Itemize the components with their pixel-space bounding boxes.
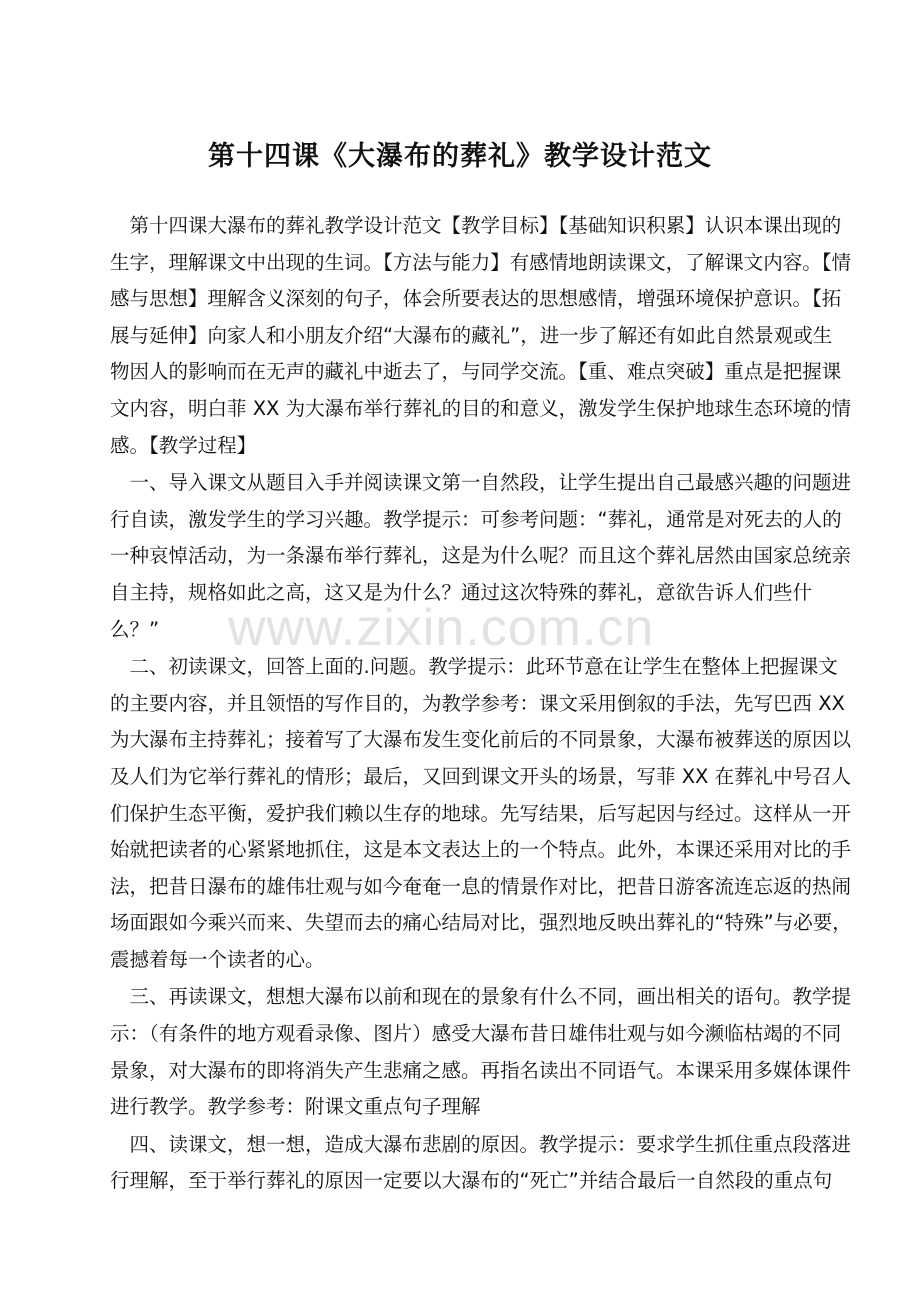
paragraph xyxy=(110,979,852,1125)
text-line: 示：（有条件的地方观看录像、图片）感受大瀑布昔日雄伟壮观与如今濒临枯竭的不同 xyxy=(110,1022,842,1046)
text-line: 震撼着每一个读者的心。 xyxy=(110,947,325,971)
text-line: 法，把昔日瀑布的雄伟壮观与如今奄奄一息的情景作对比，把昔日游客流连忘返的热闹 xyxy=(110,874,852,898)
paragraph xyxy=(110,208,852,464)
text-line: 行自读，激发学生的学习兴趣。教学提示：可参考问题：“葬礼，通常是对死去的人的 xyxy=(110,507,842,531)
text-line: 感与思想】理解含义深刻的句子，体会所要表达的思想感情，增强环境保护意识。【拓 xyxy=(110,287,842,311)
document-title: 第十四课《大瀑布的葬礼》教学设计范文 xyxy=(208,141,712,173)
text-line: 为大瀑布主持葬礼；接着写了大瀑布发生变化前后的不同景象，大瀑布被葬送的原因以 xyxy=(110,728,852,752)
text-line: 文内容，明白菲 XX 为大瀑布举行葬礼的目的和意义，激发学生保护地球生态环境的情 xyxy=(110,396,852,420)
paragraph xyxy=(110,1127,852,1200)
text-line: 第十四课大瀑布的葬礼教学设计范文【教学目标】【基础知识积累】认识本课出现的 xyxy=(110,214,842,237)
text-line: 感。【教学过程】 xyxy=(110,433,257,457)
text-line: 么？” xyxy=(110,617,160,641)
text-line: 自主持，规格如此之高，这又是为什么？通过这次特殊的葬礼，意欲告诉人们些什 xyxy=(110,580,813,604)
text-line: 场面跟如今乘兴而来、失望而去的痛心结局对比，强烈地反映出葬礼的“特殊”与必要， xyxy=(110,911,852,935)
text-line: 一、导入课文从题目入手并阅读课文第一自然段，让学生提出自己最感兴趣的问题进 xyxy=(110,471,852,495)
text-line: 的主要内容，并且领悟的写作目的，为教学参考：课文采用倒叙的手法，先写巴西 XX xyxy=(110,691,845,715)
text-line: 二、初读课文，回答上面的.问题。教学提示：此环节意在让学生在整体上把握课文 xyxy=(110,655,838,679)
text-line: 进行教学。教学参考：附课文重点句子理解 xyxy=(110,1095,481,1119)
text-line: 一种哀悼活动，为一条瀑布举行葬礼，这是为什么呢？而且这个葬礼居然由国家总统亲 xyxy=(110,544,852,568)
document-body xyxy=(110,208,852,1201)
text-line: 行理解，至于举行葬礼的原因一定要以大瀑布的“死亡”并结合最后一自然段的重点句 xyxy=(110,1169,833,1193)
text-line: 始就把读者的心紧紧地抓住，这是本文表达上的一个特点。此外，本课还采用对比的手 xyxy=(110,838,852,862)
paragraph xyxy=(110,465,852,648)
text-line: 及人们为它举行葬礼的情形；最后，又回到课文开头的场景，写菲 XX 在葬礼中号召人 xyxy=(110,764,852,788)
watermark: www.zixin.com.cn xyxy=(228,599,655,657)
text-line: 四、读课文，想一想，造成大瀑布悲剧的原因。教学提示：要求学生抓住重点段落进 xyxy=(110,1132,852,1156)
text-line: 们保护生态平衡，爱护我们赖以生存的地球。先写结果，后写起因与经过。这样从一开 xyxy=(110,801,852,825)
text-line: 生字，理解课文中出现的生词。【方法与能力】有感情地朗读课文，了解课文内容。【情 xyxy=(110,250,852,274)
text-line: 物因人的影响而在无声的藏礼中逝去了，与同学交流。【重、难点突破】重点是把握课 xyxy=(110,360,842,384)
paragraph xyxy=(110,649,852,978)
text-line: 三、再读课文，想想大瀑布以前和现在的景象有什么不同，画出相关的语句。教学提 xyxy=(110,985,852,1009)
text-line: 展与延伸】向家人和小朋友介绍“大瀑布的藏礼”，进一步了解还有如此自然景观或生 xyxy=(110,323,833,347)
text-line: 景象，对大瀑布的即将消失产生悲痛之感。再指名读出不同语气。本课采用多媒体课件 xyxy=(110,1058,852,1082)
